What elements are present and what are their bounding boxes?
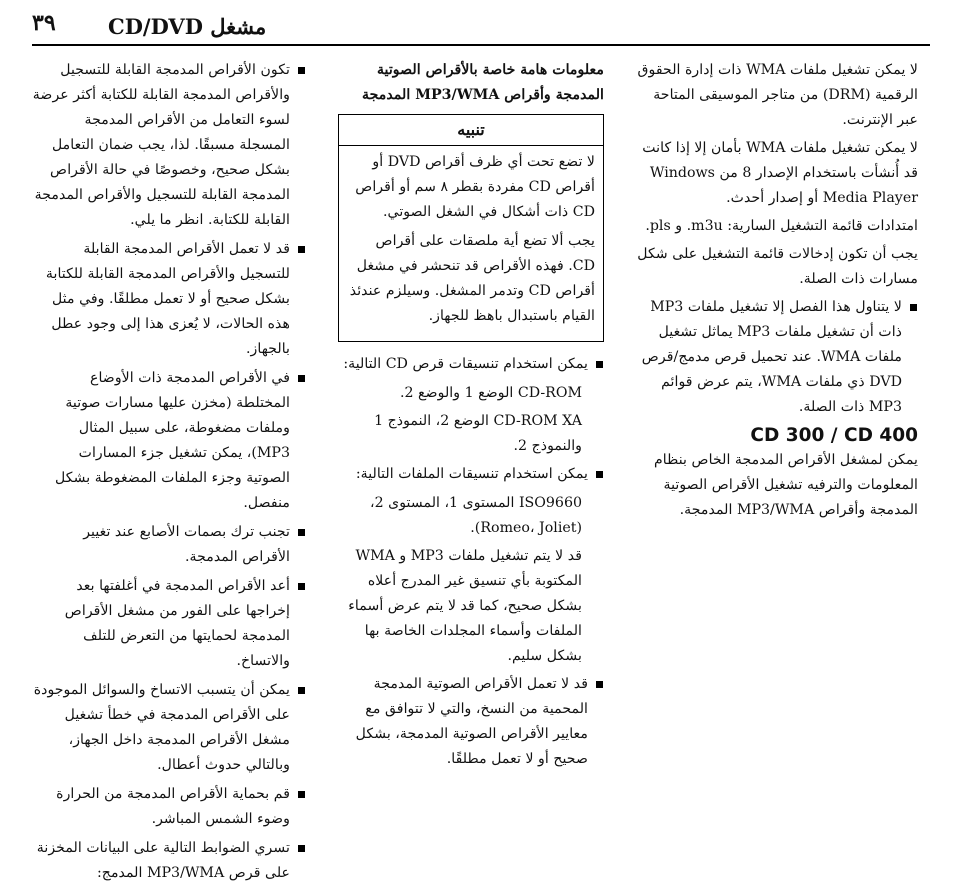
important-info-heading: معلومات هامة خاصة بالأقراص الصوتية المدمجة وأقراص MP3/WMA المدمجة xyxy=(362,62,604,103)
wma-version-paragraph: لا يمكن تشغيل ملفات WMA بأمان إلا إذا كانت قد أُنشأت باستخدام الإصدار 8 من Windows Media Player أو إصدار أحدث. xyxy=(642,140,918,206)
cd-format-item: CD-ROM الوضع 1 والوضع 2. xyxy=(399,385,582,401)
copy-protection-bullet: قد لا تعمل الأقراص الصوتية المدمجة المحمية من النسخ، والتي لا تتوافق مع معايير الأقراص الصوتية المدمجة، بشكل صحيح أو لا تعمل مطلقًا. xyxy=(338,672,604,772)
drm-paragraph: لا يمكن تشغيل ملفات WMA ذات إدارة الحقوق الرقمية (DRM) من متاجر الموسيقى المتاحة عبر الإنترنت. xyxy=(637,62,918,128)
caution-box xyxy=(338,114,604,342)
section-intro: يمكن لمشغل الأقراص المدمجة الخاص بنظام المعلومات والترفيه تشغيل الأقراص الصوتية المدمجة وأقراص MP3/WMA المدمجة. xyxy=(654,452,918,518)
cd-format-item: CD-ROM XA الوضع 2، النموذج 1 والنموذج 2. xyxy=(374,413,582,454)
caution-text-2: يجب ألا تضع أية ملصقات على أقراص CD. فهذه الأقراص قد تنحشر في مشغل أقراص CD وتدمر المشغل. وسيلزم عندئذ القيام باستبدال باهظ للجهاز. xyxy=(349,233,595,324)
header-rule xyxy=(32,44,930,46)
section-title: CD 300 / CD 400 xyxy=(750,425,918,446)
mp3-wma-bullet: لا يتناول هذا الفصل إلا تشغيل ملفات MP3 ذات أن تشغيل ملفات MP3 يماثل تشغيل ملفات WMA. عند تحميل قرص مدمج/قرص DVD ذي ملفات WMA، يتم عرض قوائم MP3 ذات الصلة. xyxy=(636,295,918,420)
dirt-liquid-bullet: يمكن أن يتسبب الاتساخ والسوائل الموجودة على الأقراص المدمجة في خطأ تشغيل مشغل الأقراص المدمجة داخل الجهاز، وبالتالي حدوث أعطال. xyxy=(32,678,306,778)
middle-column xyxy=(338,58,604,776)
cd-cases-bullet: أعد الأقراص المدمجة في أغلفتها بعد إخراجها على الفور من مشغل الأقراص المدمجة لحمايتها من التعرض للتلف والاتساخ. xyxy=(32,574,306,674)
heat-sunlight-bullet: قم بحماية الأقراص المدمجة من الحرارة وضوء الشمس المباشر. xyxy=(32,782,306,832)
recordable-cd-bullet: تكون الأقراص المدمجة القابلة للتسجيل والأقراص المدمجة القابلة للكتابة أكثر عرضة لسوء التعامل من الأقراص المدمجة المسجلة مسبقًا. لذا، يجب ضمان التعامل بشكل صحيح، وخصوصًا في حالة الأقراص المدمجة القابلة للتسجيل والأقراص المدمجة القابلة للكتابة. انظر ما يلي. xyxy=(32,58,306,233)
fingerprints-bullet: تجنب ترك بصمات الأصابع عند تغيير الأقراص المدمجة. xyxy=(32,520,306,570)
file-formats-bullet: يمكن استخدام تنسيقات الملفات التالية: xyxy=(338,462,604,487)
mixed-mode-bullet: في الأقراص المدمجة ذات الأوضاع المختلطة (مخزن عليها مسارات صوتية وملفات مضغوطة، على سبيل المثال MP3)، يمكن تشغيل جزء المسارات الصوتية وجزء الملفات المضغوطة بشكل منفصل. xyxy=(32,366,306,516)
playlist-paths-paragraph: يجب أن تكون إدخالات قائمة التشغيل على شكل مسارات ذات الصلة. xyxy=(637,246,918,287)
caution-title: تنبيه xyxy=(339,115,603,146)
caution-text-1: لا تضع تحت أي ظرف أقراص DVD أو أقراص CD مفردة بقطر ٨ سم أو أقراص CD ذات أشكال في الشغل الصوتي. xyxy=(355,154,595,220)
mp3-data-rules-bullet: تسري الضوابط التالية على البيانات المخزنة على قرص MP3/WMA المدمج: xyxy=(32,836,306,886)
playlist-extensions-paragraph: امتدادات قائمة التشغيل السارية: m3u. و pls. xyxy=(645,218,918,234)
cd-formats-bullet: يمكن استخدام تنسيقات قرص CD التالية: xyxy=(338,352,604,377)
file-format-item: ISO9660 المستوى 1، المستوى 2، (Romeo، Joliet). xyxy=(369,495,582,536)
left-column xyxy=(32,58,306,890)
page-header xyxy=(0,0,960,50)
format-warning-paragraph: قد لا يتم تشغيل ملفات MP3 و WMA المكتوبة بأي تنسيق غير المدرج أعلاه بشكل صحيح، كما قد لا يتم عرض أسماء الملفات وأسماء المجلدات الخاصة بها بشكل سليم. xyxy=(348,548,582,664)
right-column xyxy=(636,58,918,526)
recordable-malfunction-bullet: قد لا تعمل الأقراص المدمجة القابلة للتسجيل والأقراص المدمجة القابلة للكتابة بشكل صحيح أو لا تعمل مطلقًا. وفي مثل هذه الحالات، لا يُعزى هذا إلى وجود عطل بالجهاز. xyxy=(32,237,306,362)
page-title: مشغل CD/DVD xyxy=(108,14,267,39)
page-number: ٣٩ xyxy=(32,10,56,36)
